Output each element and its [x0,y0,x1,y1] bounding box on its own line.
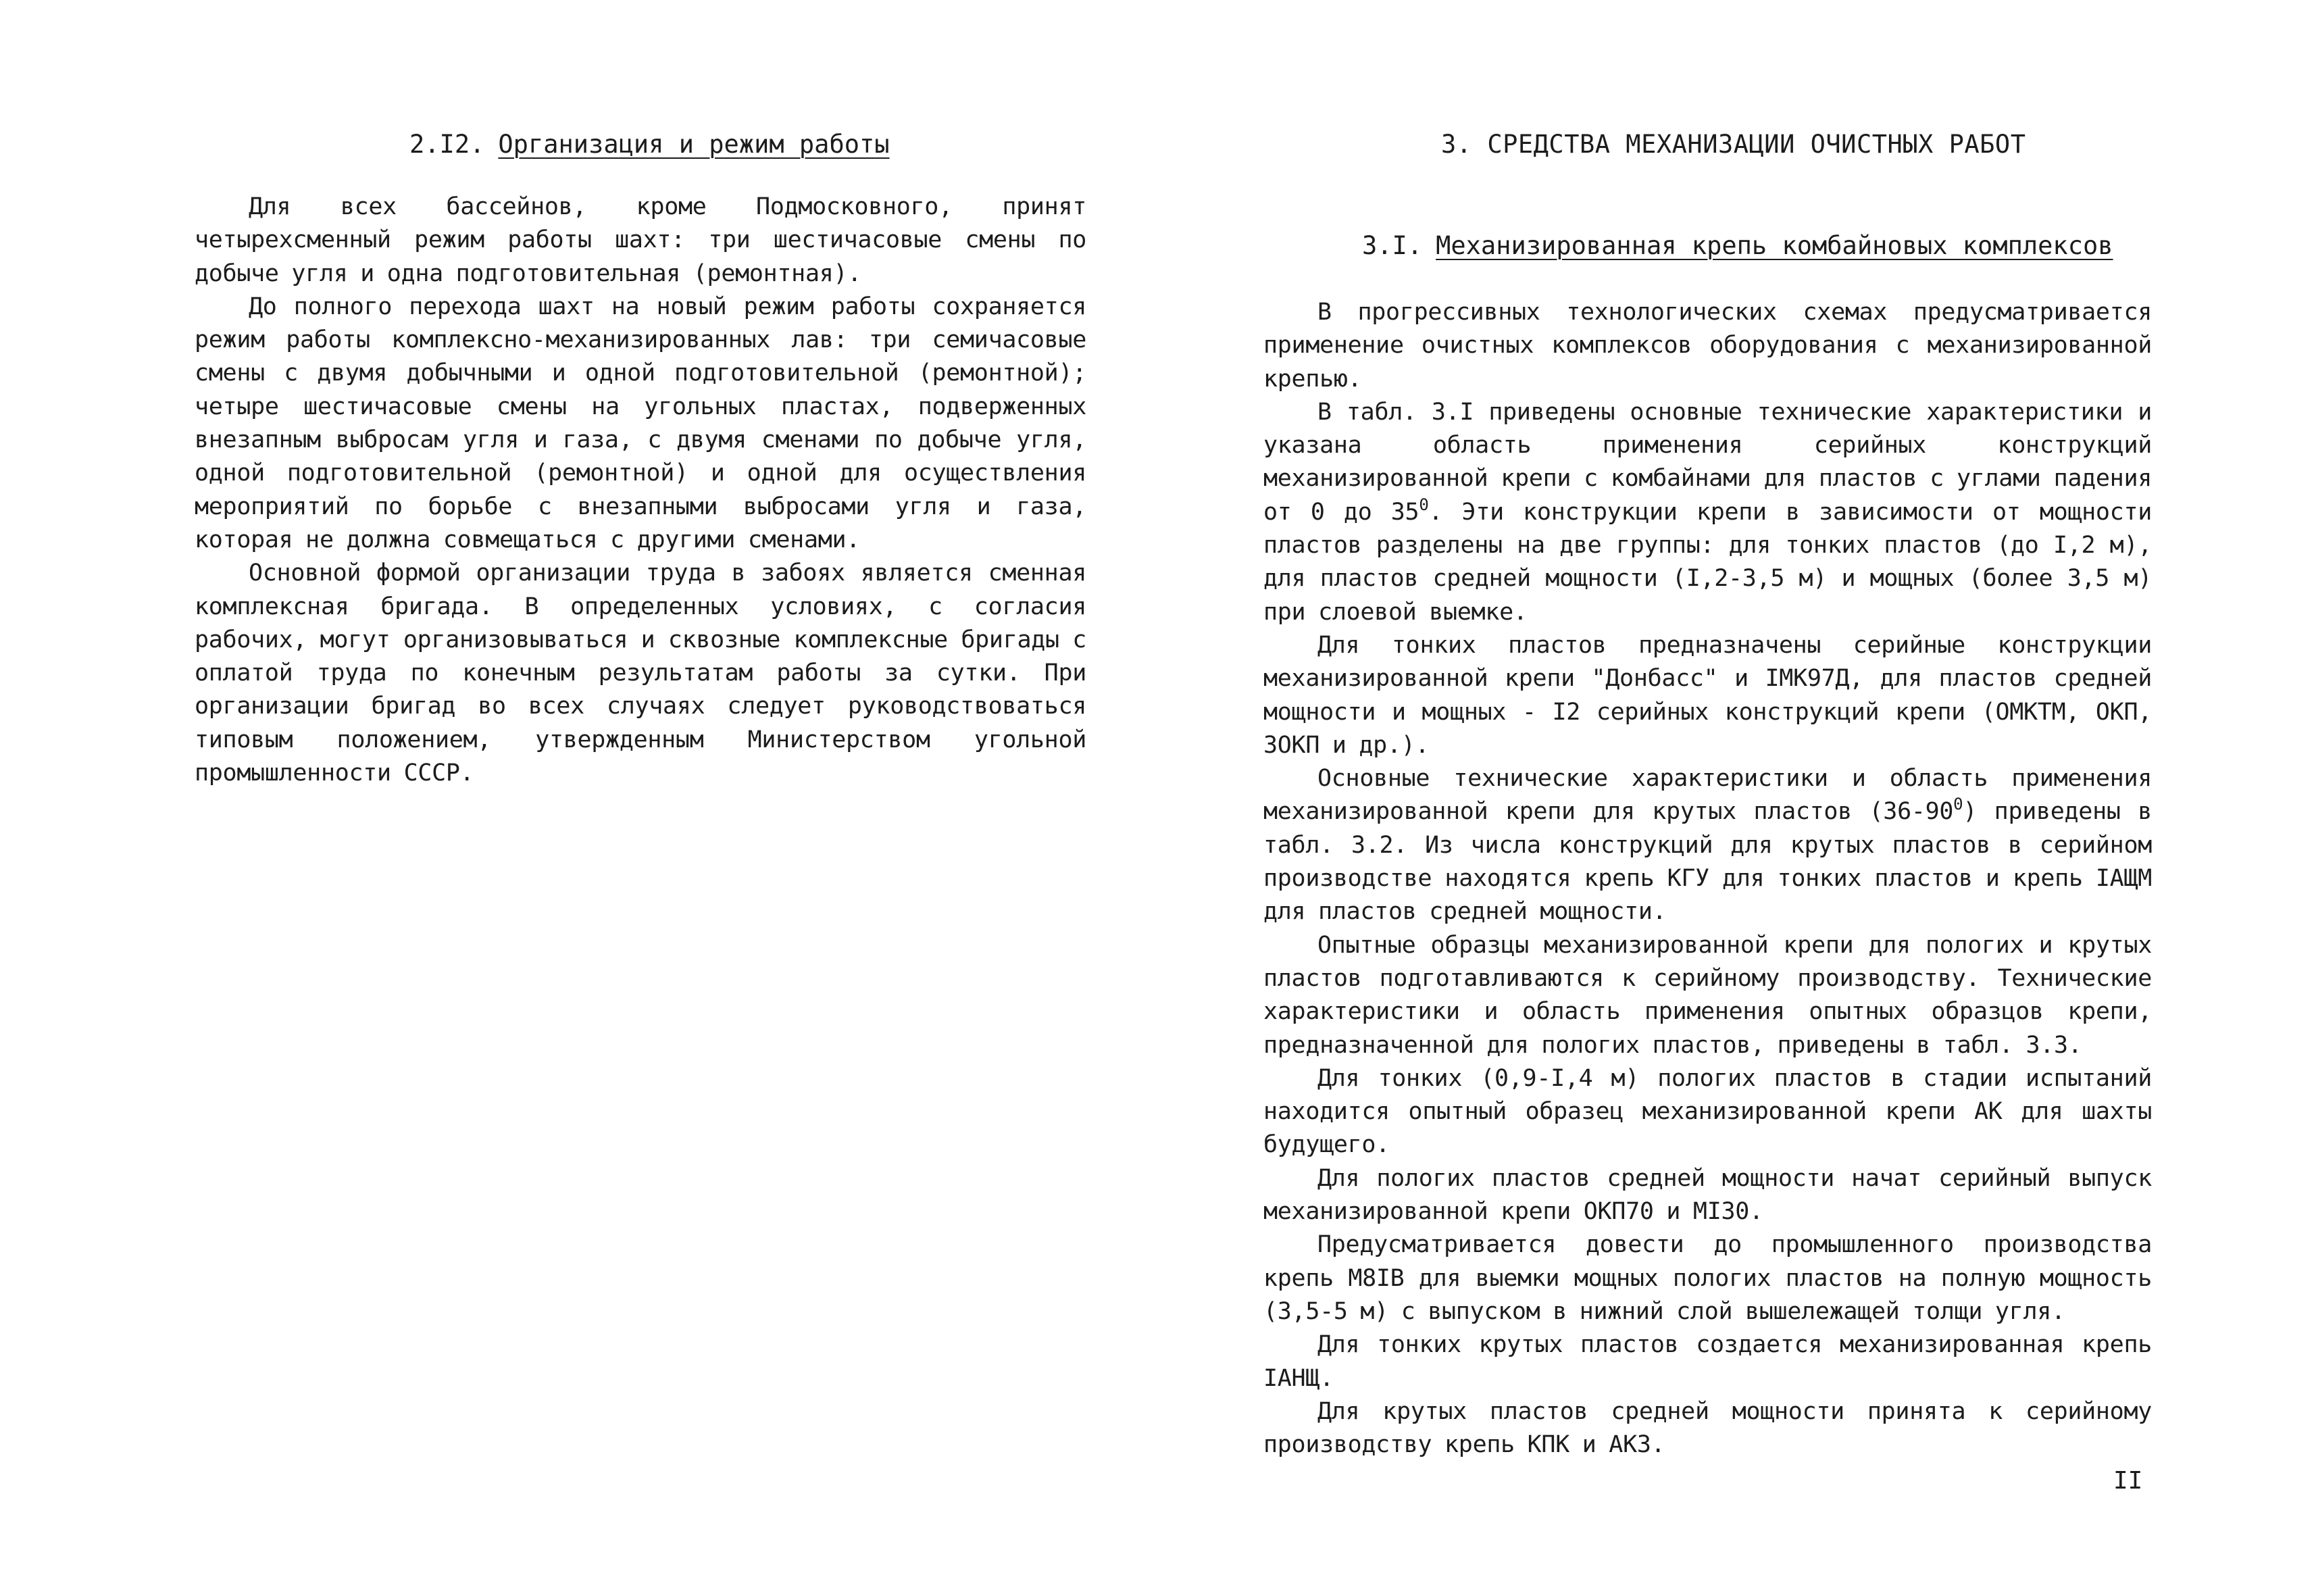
paragraph: Для всех бассейнов, кроме Подмосковного, принят четырехсменный режим работы шахт: три шестичасовые смены по добыче угля и одна подготовительная (ремонтная). [195,193,1086,287]
paragraph: Основной формой организации труда в забоях является сменная комплексная бригада. В определенных условиях, с согласия рабочих, могут организовываться и сквозные комплексные бригады с оплатой труда по конечным результатам работы за сутки. При организации бригад во всех случаях следует руководствоваться типовым положением, утвержденным Министерством угольной промышленности СССР. [195,559,1086,787]
paragraph: В прогрессивных технологических схемах предусматривается применение очистных комплексов оборудования с механизированной крепью. [1263,299,2152,393]
paragraph: До полного перехода шахт на новый режим работы сохраняется режим работы комплексно-механизированных лав: три семичасовые смены с двумя добычными и одной подготовительной (ремонтной); четыре шестичасовые смены на угольных пластах, подверженных внезапным выбросам угля и газа, с двумя сменами по добыче угля, одной подготовительной (ремонтной) и одной для осуществления мероприятий по борьбе с внезапными выбросами угля и газа, которая не должна совмещаться с другими сменами. [195,293,1086,553]
page-number: II [2113,1467,2143,1495]
paragraph: Для тонких (0,9-I,4 м) пологих пластов в стадии испытаний находится опытный образец механизированной крепи АК для шахты будущего. [1263,1064,2152,1159]
paragraph: Для тонких крутых пластов создается механизированная крепь IАНЩ. [1263,1331,2152,1392]
section-heading-3-1 [1362,230,2113,262]
degree-superscript: 0 [1953,795,1963,814]
section-title: Механизированная крепь комбайновых комплексов [1436,231,2113,260]
section-heading-2-12 [409,128,890,161]
chapter-heading-3: 3. СРЕДСТВА МЕХАНИЗАЦИИ ОЧИСТНЫХ РАБОТ [1441,130,2026,159]
section-number: 3.I. [1362,231,1423,260]
paragraph-with-superscript [1263,396,2152,629]
paragraph: Для тонких пластов предназначены серийные конструкции механизированной крепи "Донбасс" и IМК97Д, для пластов средней мощности и мощных - I2 серийных конструкций крепи (ОМКТМ, ОКП, 3ОКП и др.). [1263,631,2152,759]
paragraph-text: ) приведены в табл. 3.2. Из числа конструкций для крутых пластов в серийном производстве находятся крепь КГУ для тонких пластов и крепь IАЩМ для пластов средней мощности. [1263,798,2152,926]
paragraph: Для пологих пластов средней мощности начат серийный выпуск механизированной крепи ОКП70 и МI30. [1263,1164,2152,1226]
left-body-text [195,191,1086,790]
degree-superscript: 0 [1419,495,1429,514]
paragraph-text: Основные технические характеристики и область применения механизированной крепи для крутых пластов (36-90 [1263,765,2152,826]
right-body-text [1263,296,2152,1462]
paragraph: Для крутых пластов средней мощности принята к серийному производству крепь КПК и АК3. [1263,1397,2152,1459]
paragraph-with-superscript [1263,762,2152,928]
paragraph-text: . Эти конструкции крепи в зависимости от мощности пластов разделены на две группы: для тонких пластов (до I,2 м), для пластов средней мощности (I,2-3,5 м) и мощных (более 3,5 м) при слоевой выемке. [1263,498,2152,626]
paragraph: Предусматривается довести до промышленного производства крепь М8IВ для выемки мощных пологих пластов на полную мощность (3,5-5 м) с выпуском в нижний слой вышележащей толщи угля. [1263,1231,2152,1325]
section-number: 2.I2. [409,130,485,159]
paragraph-text: В табл. 3.I приведены основные технические характеристики и указана область применения серийных конструкций механизированной крепи с комбайнами для пластов с углами падения от 0 до 35 [1263,398,2152,526]
section-title: Организация и режим работы [498,130,890,159]
paragraph: Опытные образцы механизированной крепи для пологих и крутых пластов подготавливаются к серийному производству. Технические характеристики и область применения опытных образцов крепи, предназначенной для пологих пластов, приведены в табл. 3.3. [1263,931,2152,1059]
